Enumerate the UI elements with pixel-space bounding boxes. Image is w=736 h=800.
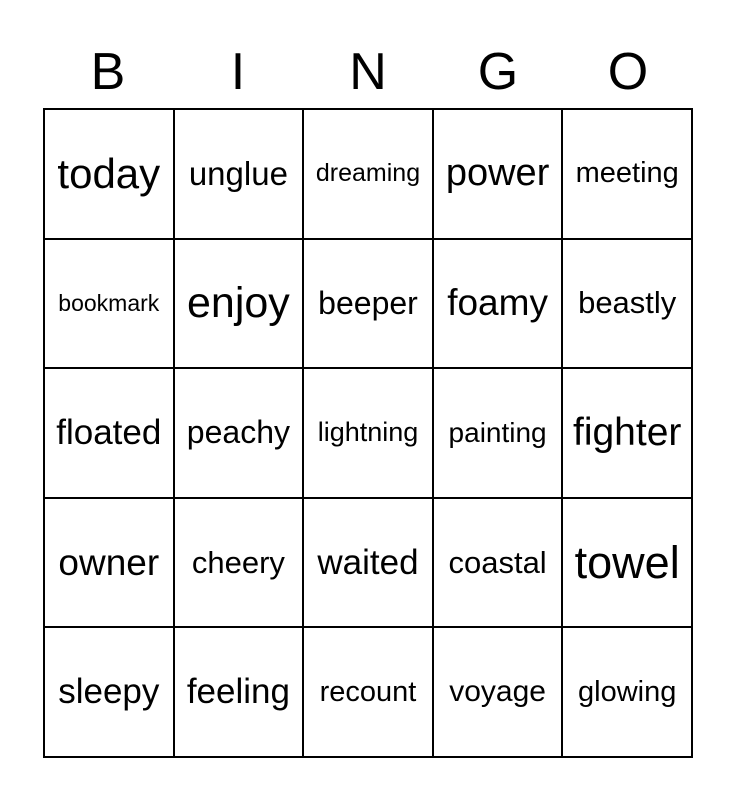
- bingo-grid: [43, 108, 693, 758]
- header-letter-b: B: [90, 43, 126, 101]
- bingo-cell: unglue: [174, 109, 304, 239]
- header-letter-i: I: [230, 43, 246, 101]
- bingo-header: [43, 40, 693, 104]
- bingo-cell: beastly: [562, 239, 692, 369]
- bingo-cell: peachy: [174, 368, 304, 498]
- bingo-cell: power: [433, 109, 563, 239]
- header-letter-g: G: [477, 43, 519, 101]
- bingo-cell: glowing: [562, 627, 692, 757]
- bingo-cell: dreaming: [303, 109, 433, 239]
- bingo-cell: voyage: [433, 627, 563, 757]
- bingo-cell: foamy: [433, 239, 563, 369]
- bingo-cell: waited: [303, 498, 433, 628]
- bingo-cell: owner: [44, 498, 174, 628]
- bingo-cell: beeper: [303, 239, 433, 369]
- header-letter-o: O: [607, 43, 649, 101]
- bingo-cell: painting: [433, 368, 563, 498]
- bingo-cell: coastal: [433, 498, 563, 628]
- bingo-cell: feeling: [174, 627, 304, 757]
- bingo-cell: meeting: [562, 109, 692, 239]
- bingo-cell: recount: [303, 627, 433, 757]
- bingo-cell: towel: [562, 498, 692, 628]
- bingo-cell: lightning: [303, 368, 433, 498]
- bingo-cell: fighter: [562, 368, 692, 498]
- bingo-cell: bookmark: [44, 239, 174, 369]
- bingo-cell: sleepy: [44, 627, 174, 757]
- bingo-cell: cheery: [174, 498, 304, 628]
- header-letter-n: N: [349, 43, 387, 101]
- bingo-cell: today: [44, 109, 174, 239]
- bingo-cell: floated: [44, 368, 174, 498]
- bingo-cell: enjoy: [174, 239, 304, 369]
